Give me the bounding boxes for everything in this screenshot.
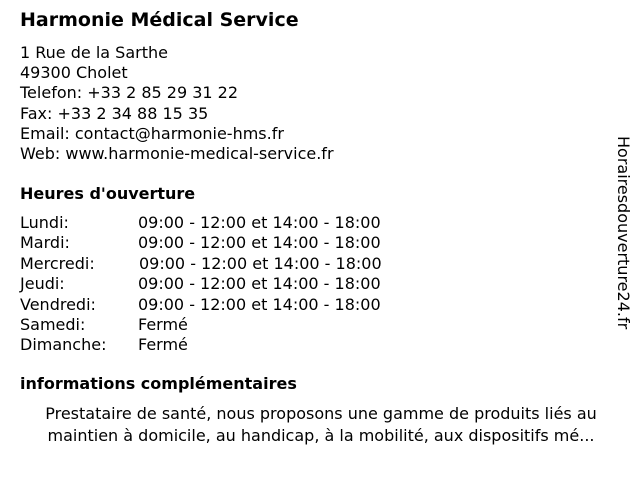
- hours-day: Dimanche:: [20, 335, 107, 355]
- fax-line: Fax: +33 2 34 88 15 35: [20, 103, 209, 123]
- hours-day: Vendredi:: [20, 294, 96, 314]
- hours-time: Fermé: [138, 335, 188, 355]
- business-name: Harmonie Médical Service: [20, 9, 299, 31]
- info-line: maintien à domicile, au handicap, à la mobilité, aux dispositifs mé...: [47, 426, 595, 445]
- email-line: Email: contact@harmonie-hms.fr: [20, 123, 284, 143]
- info-line: Prestataire de santé, nous proposons une gamme de produits liés au: [45, 404, 597, 423]
- site-watermark: Horairesdouverture24.fr: [614, 136, 633, 330]
- hours-day: Lundi:: [20, 213, 69, 232]
- hours-heading: Heures d'ouverture: [20, 184, 196, 203]
- hours-day: Mercredi:: [20, 253, 95, 273]
- hours-time: 09:00 - 12:00 et 14:00 - 18:00: [138, 213, 381, 232]
- hours-row: [20, 335, 440, 355]
- hours-time: 09:00 - 12:00 et 14:00 - 18:00: [138, 294, 381, 314]
- info-heading: informations complémentaires: [20, 374, 297, 393]
- hours-time: 09:00 - 12:00 et 14:00 - 18:00: [138, 274, 381, 294]
- phone-line: Telefon: +33 2 85 29 31 22: [20, 83, 239, 103]
- address-line-street: 1 Rue de la Sarthe: [20, 43, 168, 62]
- contact-block: [20, 43, 334, 164]
- hours-time: 09:00 - 12:00 et 14:00 - 18:00: [139, 253, 382, 273]
- hours-time: 09:00 - 12:00 et 14:00 - 18:00: [138, 233, 381, 253]
- hours-day: Jeudi:: [20, 274, 65, 294]
- info-description: [18, 403, 624, 447]
- hours-day: Samedi:: [20, 314, 86, 334]
- hours-row: [20, 295, 440, 315]
- web-line: Web: www.harmonie-medical-service.fr: [20, 143, 334, 163]
- hours-day: Mardi:: [20, 233, 70, 253]
- hours-row: [20, 254, 440, 274]
- hours-row: [20, 213, 440, 233]
- address-line-city: 49300 Cholet: [20, 63, 128, 83]
- hours-table: [20, 213, 440, 356]
- hours-row: [20, 274, 440, 294]
- hours-row: [20, 233, 440, 253]
- hours-row: [20, 315, 440, 335]
- hours-time: Fermé: [138, 314, 188, 334]
